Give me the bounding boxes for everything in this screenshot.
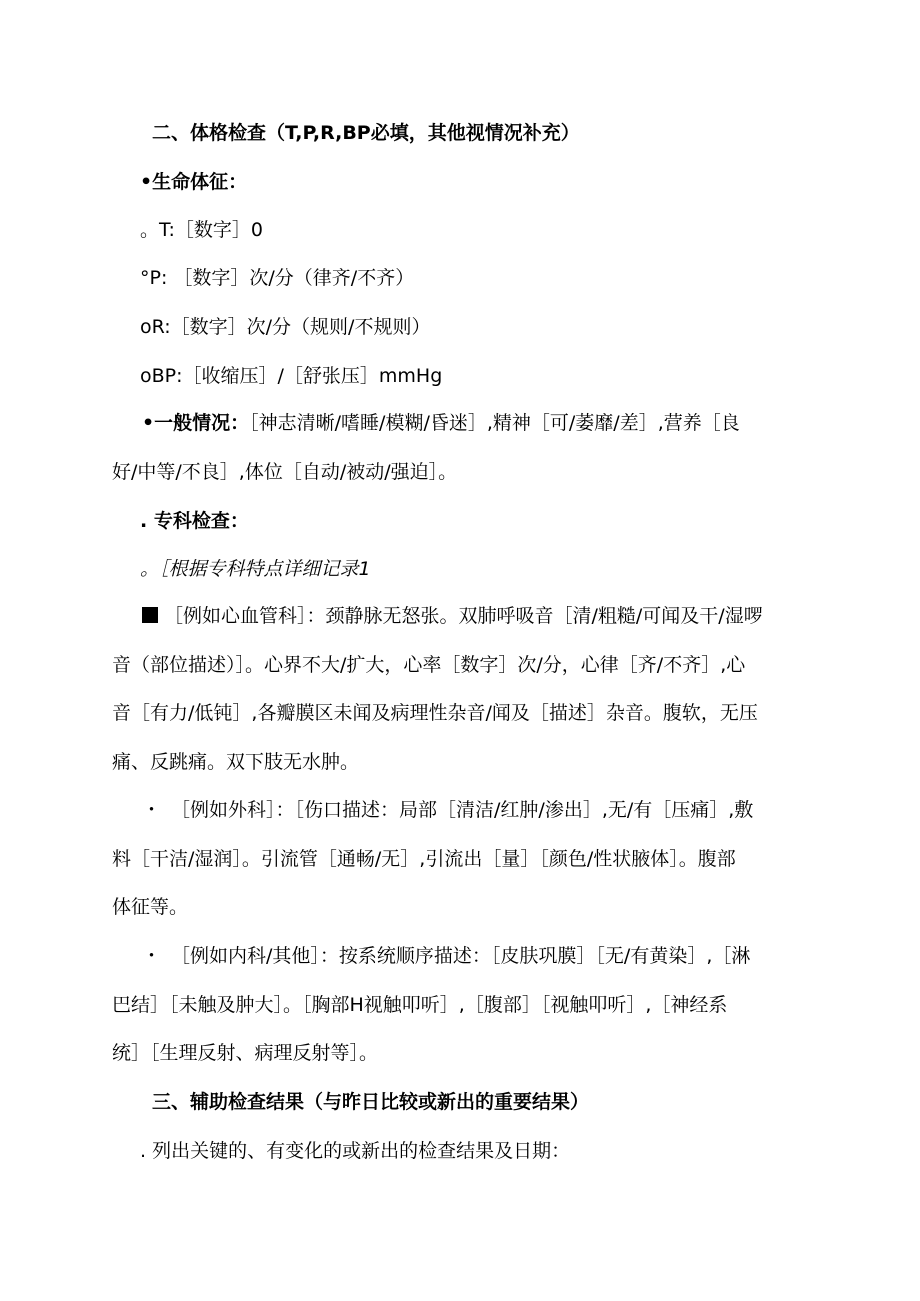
special-exam-note: 。［根据专科特点详细记录1 bbox=[140, 558, 371, 580]
surgery-line-1 bbox=[112, 786, 814, 835]
general-condition-line-2: 好/中等/不良］,体位［自动/被动/强迫］。 bbox=[112, 460, 458, 483]
cardio-line-4: 痛、反跳痛。双下肢无水肿。 bbox=[112, 750, 360, 773]
dot-bullet-icon: ・ bbox=[142, 945, 162, 967]
section-2-heading: 二、体格检查（T,P,R,BP必填，其他视情况补充） bbox=[152, 122, 580, 144]
vital-t-line: 。T:［数字］0 bbox=[140, 219, 264, 241]
vital-bp-line: oBP:［收缩压］/［舒张压］mmHg bbox=[140, 365, 443, 387]
special-exam-label: . 专科检查： bbox=[140, 510, 249, 532]
surgery-paragraph bbox=[112, 786, 814, 932]
internal-line-1-text: ［例如内科/其他］：按系统顺序描述：［皮肤巩膜］［无/有黄染］,［淋 bbox=[171, 945, 751, 967]
internal-paragraph bbox=[112, 932, 814, 1078]
cardio-paragraph bbox=[112, 592, 814, 786]
general-condition-label: •一般情况： bbox=[142, 412, 250, 434]
general-condition-text: ［神志清晰/嗜睡/模糊/昏迷］,精神［可/萎靡/差］,营养［良 bbox=[249, 412, 740, 434]
vital-r-line: oR:［数字］次/分（规则/不规则） bbox=[140, 316, 431, 338]
cardio-line-1-text: ［例如心血管科］：颈静脉无怒张。双肺呼吸音［清/粗糙/可闻及干/湿啰 bbox=[164, 605, 763, 627]
section-3-list-line: . 列出关键的、有变化的或新出的检查结果及日期： bbox=[140, 1140, 571, 1162]
general-condition-paragraph bbox=[112, 399, 814, 496]
cardio-line-2: 音（部位描述）］。心界不大/扩大，心率［数字］次/分，心律［齐/不齐］,心 bbox=[112, 653, 746, 676]
internal-line-3: 统］［生理反射、病理反射等］。 bbox=[112, 1042, 379, 1064]
vitals-label: •生命体征： bbox=[140, 171, 248, 193]
square-bullet-icon bbox=[142, 607, 158, 623]
vital-p-line: °P: ［数字］次/分（律齐/不齐） bbox=[140, 267, 415, 289]
surgery-line-3: 体征等。 bbox=[112, 896, 189, 918]
internal-line-1 bbox=[112, 932, 814, 981]
internal-line-2: 巴结］［未触及肿大］。［胸部H视触叩听］,［腹部］［视触叩听］,［神经系 bbox=[112, 993, 728, 1016]
cardio-line-1 bbox=[112, 592, 814, 641]
dot-bullet-icon: ・ bbox=[142, 799, 162, 821]
cardio-line-3: 音［有力/低钝］,各瓣膜区未闻及病理性杂音/闻及［描述］杂音。腹软，无压 bbox=[112, 702, 758, 724]
general-condition-line-1 bbox=[112, 399, 814, 448]
surgery-line-2: 料［干洁/湿润］。引流管［通畅/无］,引流出［量］［颜色/性状腋体］。腹部 bbox=[112, 847, 736, 870]
section-3-heading: 三、辅助检查结果（与昨日比较或新出的重要结果） bbox=[152, 1091, 590, 1113]
surgery-line-1-text: ［例如外科］：［伤口描述：局部［清洁/红肿/渗出］,无/有［压痛］,敷 bbox=[171, 799, 754, 821]
